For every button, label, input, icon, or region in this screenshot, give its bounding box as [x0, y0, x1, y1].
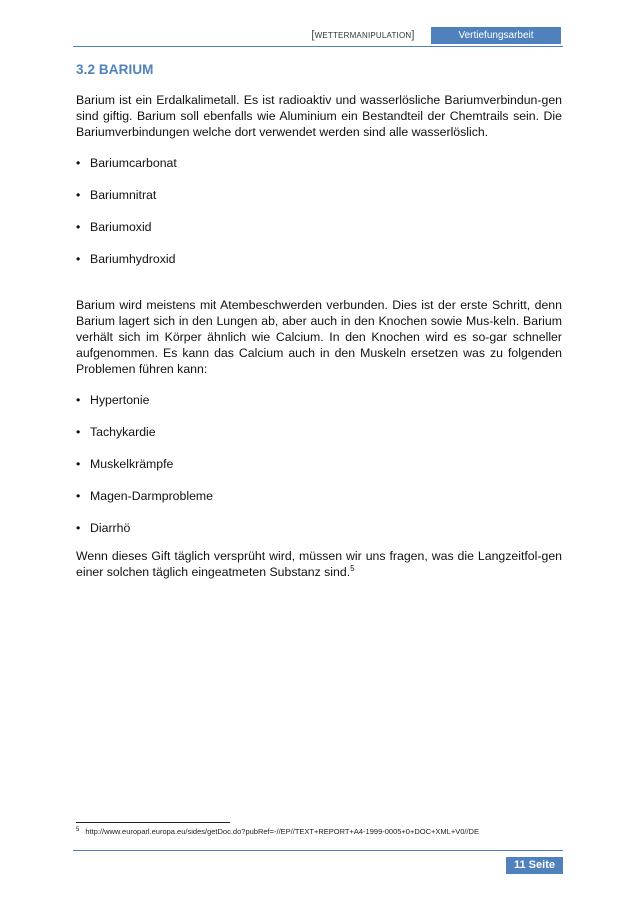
bullet-icon: •	[76, 252, 81, 266]
header-divider	[73, 46, 563, 47]
footer-divider	[73, 850, 563, 851]
bracket-close: ]	[411, 29, 415, 41]
list-item: • Magen-Darmprobleme	[76, 489, 214, 503]
page-body	[76, 92, 562, 580]
footnote-link[interactable]: http://www.europarl.europa.eu/sides/getDoc.do?pubRef=-//EP//TEXT+REPORT+A4-1999-0005+0+DOC+XML+V0//DE	[85, 827, 479, 836]
section-heading: 3.2 BARIUM	[76, 62, 154, 77]
bullet-icon: •	[76, 425, 81, 439]
bullet-icon: •	[76, 489, 81, 503]
bullet-icon: •	[76, 457, 81, 471]
list-item: • Bariumoxid	[76, 220, 152, 234]
bullet-icon: •	[76, 393, 81, 407]
list-item: • Tachykardie	[76, 425, 156, 439]
bullet-icon: •	[76, 220, 81, 234]
barium-compounds-list	[76, 155, 562, 267]
list-item: • Bariumcarbonat	[76, 156, 177, 170]
footnote-divider	[76, 822, 230, 823]
running-header-title	[300, 27, 426, 43]
header-tag: Vertiefungsarbeit	[431, 27, 561, 44]
paragraph-conclusion: Wenn dieses Gift täglich versprüht wird, müssen wir uns fragen, was die Langzeitfol-gen einer solchen täglich eingeatmeten Substanz sind.$^5$	[76, 549, 562, 579]
bracket-open: [	[311, 29, 315, 41]
bullet-icon: •	[76, 521, 81, 535]
list-item: • Diarrhö	[76, 521, 131, 535]
list-item: • Bariumhydroxid	[76, 252, 176, 266]
page-number-badge: 11 Seite	[506, 857, 563, 874]
footnote	[76, 826, 566, 838]
health-problems-list	[76, 392, 562, 536]
list-item: • Bariumnitrat	[76, 188, 157, 202]
footnote-reference[interactable]: 5	[350, 563, 355, 573]
bullet-icon: •	[76, 188, 81, 202]
header-title-text: WETTERMANIPULATION	[314, 31, 412, 40]
bullet-icon: •	[76, 156, 81, 170]
paragraph-health-effects: Barium wird meistens mit Atembeschwerden verbunden. Dies ist der erste Schritt, denn Barium lagert sich in den Lungen ab, aber auch in den Knochen sowie Mus-keln. Barium verhält sich im Körper ähnlich wie Calcium. In den Knochen wird es so-gar schneller aufgenommen. Es kann das Calcium auch in den Muskeln ersetzen was zu folgenden Problemen führen kann:	[76, 298, 562, 376]
paragraph-intro: Barium ist ein Erdalkalimetall. Es ist radioaktiv und wasserlösliche Bariumverbindun-gen sind giftig. Barium soll ebenfalls wie Aluminium ein Bestandteil der Chemtrails sein. Die Bariumverbindungen welche dort verwendet werden sind alle wasserlöslich.	[76, 93, 562, 139]
footnote-number: 5	[76, 826, 80, 833]
list-item: • Hypertonie	[76, 393, 150, 407]
list-item: • Muskelkrämpfe	[76, 457, 174, 471]
